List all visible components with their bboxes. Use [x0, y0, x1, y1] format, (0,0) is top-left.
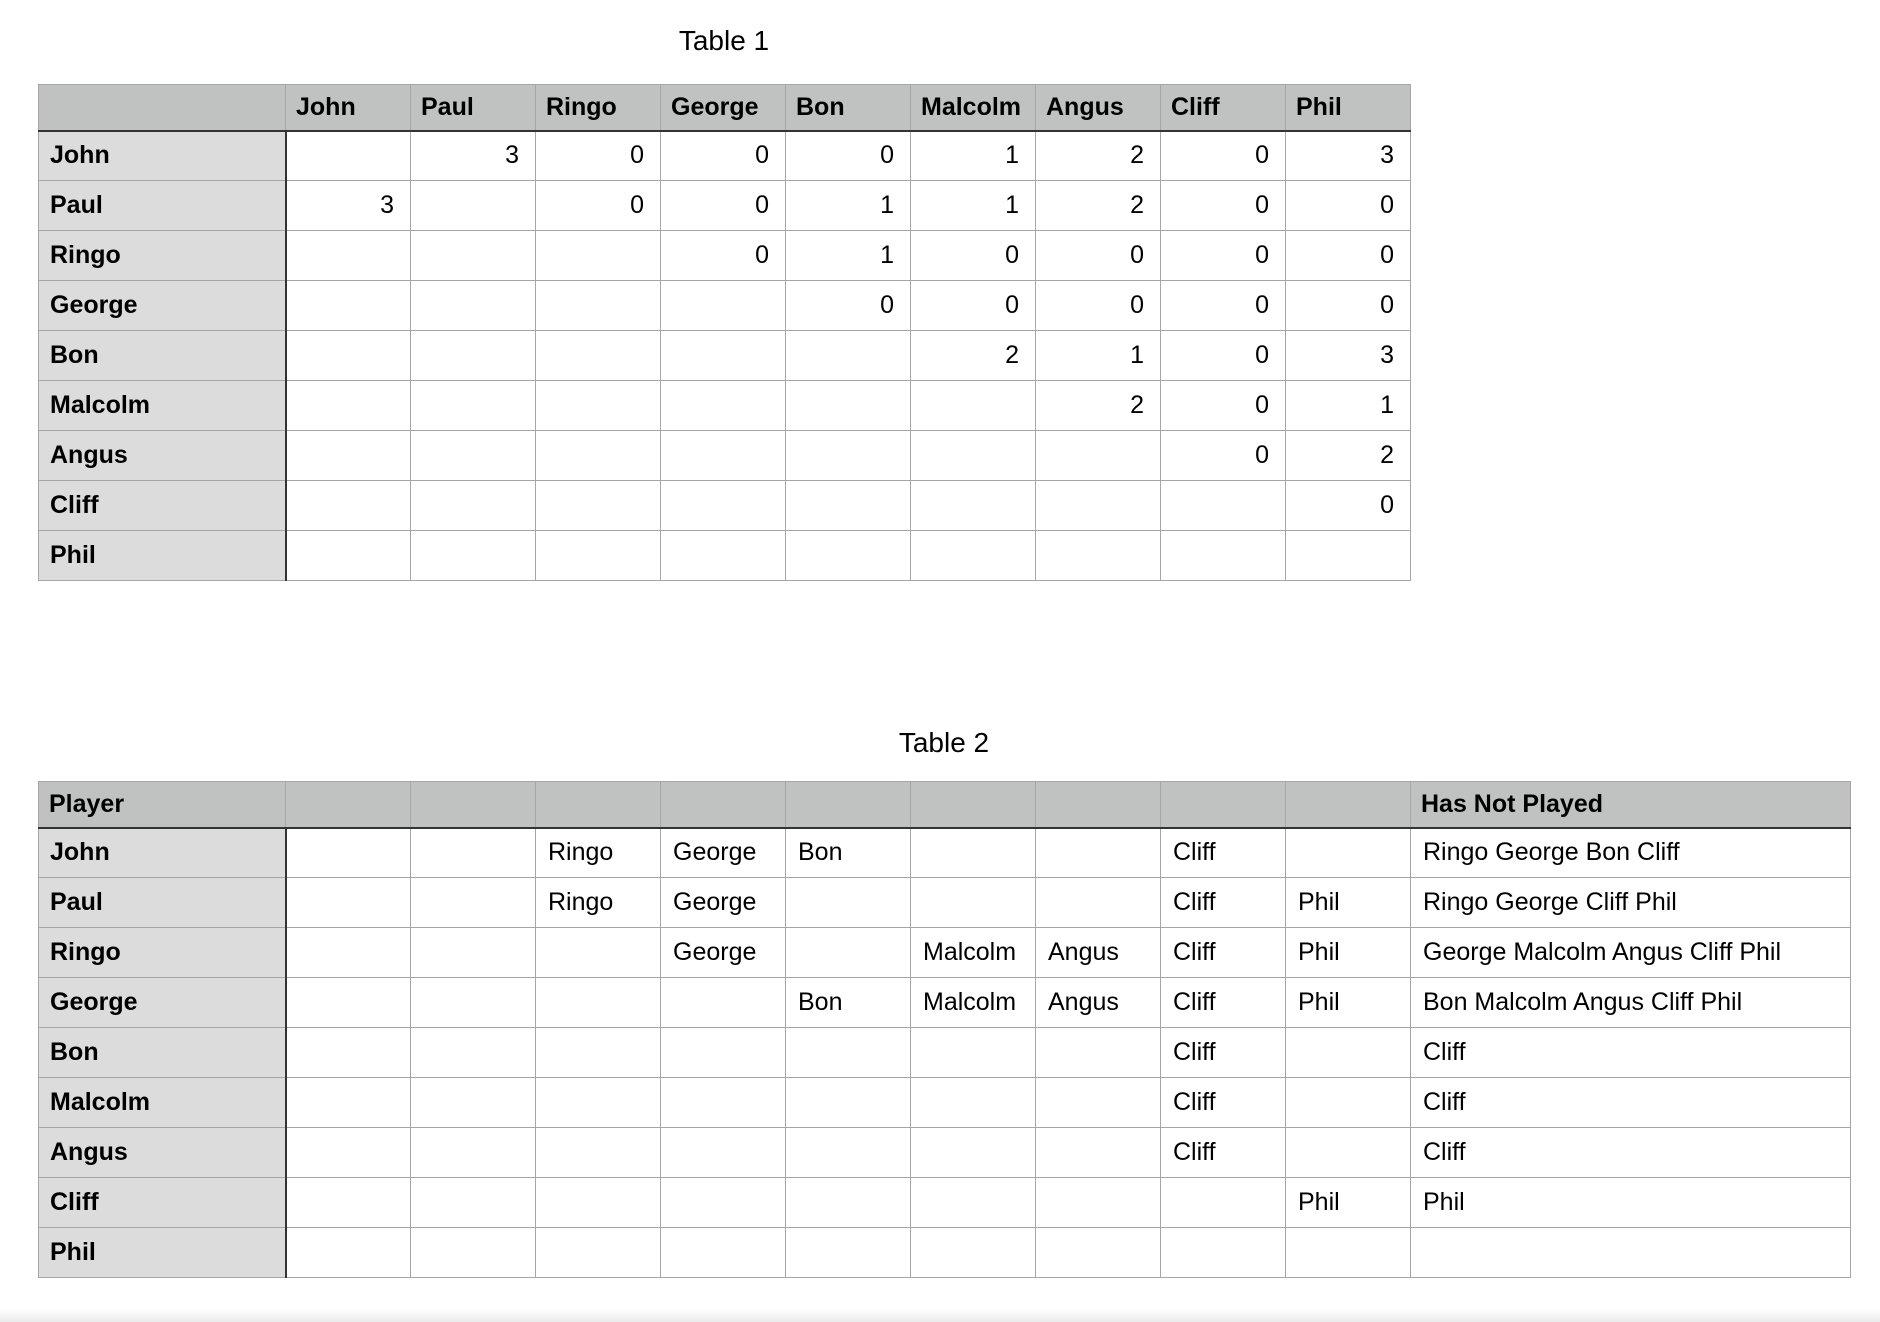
t1-cell-george-paul[interactable] — [411, 281, 536, 331]
t2-cell-cliff-col1[interactable] — [286, 1178, 411, 1228]
t2-row-header-paul[interactable]: Paul — [39, 878, 286, 928]
t1-cell-malcolm-cliff[interactable]: 0 — [1161, 381, 1286, 431]
t2-cell-ringo-col5[interactable] — [786, 928, 911, 978]
t1-cell-paul-angus[interactable]: 2 — [1036, 181, 1161, 231]
table-2 — [38, 781, 1851, 1278]
table-row — [39, 481, 1411, 531]
t2-unnamed-header-6[interactable] — [911, 782, 1036, 828]
t2-unnamed-header-4[interactable] — [661, 782, 786, 828]
t2-cell-paul-col5[interactable] — [786, 878, 911, 928]
t1-cell-ringo-malcolm[interactable]: 0 — [911, 231, 1036, 281]
t2-cell-phil-col4[interactable] — [661, 1228, 786, 1278]
t1-cell-john-malcolm[interactable]: 1 — [911, 131, 1036, 181]
t1-cell-angus-angus[interactable] — [1036, 431, 1161, 481]
t2-cell-bon-col9[interactable] — [1286, 1028, 1411, 1078]
t1-cell-ringo-cliff[interactable]: 0 — [1161, 231, 1286, 281]
t1-cell-cliff-malcolm[interactable] — [911, 481, 1036, 531]
t2-cell-malcolm-col6[interactable] — [911, 1078, 1036, 1128]
t2-has-not-played-phil[interactable] — [1411, 1228, 1851, 1278]
t2-cell-malcolm-col1[interactable] — [286, 1078, 411, 1128]
t2-has-not-played-john[interactable]: Ringo George Bon Cliff — [1411, 828, 1851, 878]
table-row — [39, 928, 1851, 978]
table1-header-row — [39, 85, 1411, 131]
t1-cell-phil-cliff[interactable] — [1161, 531, 1286, 581]
t1-row-header-angus[interactable]: Angus — [39, 431, 286, 481]
t1-cell-angus-george[interactable] — [661, 431, 786, 481]
t2-cell-phil-col2[interactable] — [411, 1228, 536, 1278]
t1-col-header-cliff[interactable]: Cliff — [1161, 85, 1286, 131]
t2-cell-cliff-col7[interactable] — [1036, 1178, 1161, 1228]
t2-cell-bon-col7[interactable] — [1036, 1028, 1161, 1078]
t1-cell-angus-ringo[interactable] — [536, 431, 661, 481]
t2-cell-george-col1[interactable] — [286, 978, 411, 1028]
t1-col-header-paul[interactable]: Paul — [411, 85, 536, 131]
t2-cell-john-col7[interactable] — [1036, 828, 1161, 878]
t1-cell-cliff-ringo[interactable] — [536, 481, 661, 531]
table2-title: Table 2 — [898, 727, 990, 758]
t1-cell-angus-malcolm[interactable] — [911, 431, 1036, 481]
t2-unnamed-header-5[interactable] — [786, 782, 911, 828]
t1-cell-john-ringo[interactable]: 0 — [536, 131, 661, 181]
t1-cell-malcolm-malcolm[interactable] — [911, 381, 1036, 431]
t1-row-header-bon[interactable]: Bon — [39, 331, 286, 381]
t1-cell-ringo-george[interactable]: 0 — [661, 231, 786, 281]
t1-cell-cliff-cliff[interactable] — [1161, 481, 1286, 531]
t2-has-not-played-paul[interactable]: Ringo George Cliff Phil — [1411, 878, 1851, 928]
t1-cell-john-bon[interactable]: 0 — [786, 131, 911, 181]
t1-cell-malcolm-phil[interactable]: 1 — [1286, 381, 1411, 431]
t2-cell-cliff-col4[interactable] — [661, 1178, 786, 1228]
t2-has-not-played-cliff[interactable]: Phil — [1411, 1178, 1851, 1228]
t1-cell-ringo-angus[interactable]: 0 — [1036, 231, 1161, 281]
table2-header-row — [39, 782, 1851, 828]
t2-cell-george-col8[interactable]: Cliff — [1161, 978, 1286, 1028]
t2-cell-ringo-col9[interactable]: Phil — [1286, 928, 1411, 978]
t2-player-header[interactable]: Player — [39, 782, 286, 828]
t1-row-header-ringo[interactable]: Ringo — [39, 231, 286, 281]
t2-cell-malcolm-col4[interactable] — [661, 1078, 786, 1128]
t2-cell-phil-col3[interactable] — [536, 1228, 661, 1278]
t2-cell-george-col5[interactable]: Bon — [786, 978, 911, 1028]
t2-cell-bon-col5[interactable] — [786, 1028, 911, 1078]
t2-row-header-phil[interactable]: Phil — [39, 1228, 286, 1278]
t1-cell-ringo-john[interactable] — [286, 231, 411, 281]
t2-cell-john-col8[interactable]: Cliff — [1161, 828, 1286, 878]
t1-col-header-angus[interactable]: Angus — [1036, 85, 1161, 131]
table1-corner-cell[interactable] — [39, 85, 286, 131]
t1-row-header-phil[interactable]: Phil — [39, 531, 286, 581]
t2-has-not-played-ringo[interactable]: George Malcolm Angus Cliff Phil — [1411, 928, 1851, 978]
t1-cell-phil-paul[interactable] — [411, 531, 536, 581]
t1-cell-cliff-phil[interactable]: 0 — [1286, 481, 1411, 531]
table-row — [39, 381, 1411, 431]
table-row — [39, 1178, 1851, 1228]
t2-row-header-malcolm[interactable]: Malcolm — [39, 1078, 286, 1128]
table-row — [39, 131, 1411, 181]
window-bottom-edge — [0, 1308, 1880, 1322]
t2-has-not-played-header[interactable]: Has Not Played — [1411, 782, 1851, 828]
t2-cell-george-col4[interactable] — [661, 978, 786, 1028]
t2-cell-angus-col6[interactable] — [911, 1128, 1036, 1178]
t2-unnamed-header-1[interactable] — [286, 782, 411, 828]
table-row — [39, 531, 1411, 581]
t1-row-header-john[interactable]: John — [39, 131, 286, 181]
t1-cell-bon-george[interactable] — [661, 331, 786, 381]
t2-cell-ringo-col7[interactable]: Angus — [1036, 928, 1161, 978]
t1-row-header-paul[interactable]: Paul — [39, 181, 286, 231]
t2-cell-angus-col5[interactable] — [786, 1128, 911, 1178]
t1-col-header-ringo[interactable]: Ringo — [536, 85, 661, 131]
t1-cell-george-cliff[interactable]: 0 — [1161, 281, 1286, 331]
t1-cell-paul-phil[interactable]: 0 — [1286, 181, 1411, 231]
t1-cell-cliff-george[interactable] — [661, 481, 786, 531]
t1-cell-malcolm-paul[interactable] — [411, 381, 536, 431]
t2-cell-ringo-col1[interactable] — [286, 928, 411, 978]
t2-cell-malcolm-col5[interactable] — [786, 1078, 911, 1128]
t1-cell-phil-phil[interactable] — [1286, 531, 1411, 581]
table-row — [39, 878, 1851, 928]
t1-cell-ringo-ringo[interactable] — [536, 231, 661, 281]
t2-has-not-played-bon[interactable]: Cliff — [1411, 1028, 1851, 1078]
t2-cell-john-col9[interactable] — [1286, 828, 1411, 878]
t1-cell-paul-malcolm[interactable]: 1 — [911, 181, 1036, 231]
t1-cell-bon-angus[interactable]: 1 — [1036, 331, 1161, 381]
t1-cell-malcolm-george[interactable] — [661, 381, 786, 431]
table-row — [39, 431, 1411, 481]
t1-cell-paul-cliff[interactable]: 0 — [1161, 181, 1286, 231]
table-row — [39, 181, 1411, 231]
t2-cell-bon-col6[interactable] — [911, 1028, 1036, 1078]
t1-cell-phil-malcolm[interactable] — [911, 531, 1036, 581]
t1-cell-bon-john[interactable] — [286, 331, 411, 381]
t2-cell-malcolm-col2[interactable] — [411, 1078, 536, 1128]
t2-has-not-played-george[interactable]: Bon Malcolm Angus Cliff Phil — [1411, 978, 1851, 1028]
t1-cell-angus-paul[interactable] — [411, 431, 536, 481]
t2-unnamed-header-8[interactable] — [1161, 782, 1286, 828]
t1-cell-ringo-phil[interactable]: 0 — [1286, 231, 1411, 281]
t2-unnamed-header-9[interactable] — [1286, 782, 1411, 828]
t2-cell-paul-col8[interactable]: Cliff — [1161, 878, 1286, 928]
t2-cell-malcolm-col9[interactable] — [1286, 1078, 1411, 1128]
t2-row-header-cliff[interactable]: Cliff — [39, 1178, 286, 1228]
t1-cell-phil-angus[interactable] — [1036, 531, 1161, 581]
t1-cell-george-george[interactable] — [661, 281, 786, 331]
t1-cell-angus-phil[interactable]: 2 — [1286, 431, 1411, 481]
t2-cell-angus-col7[interactable] — [1036, 1128, 1161, 1178]
t1-cell-bon-cliff[interactable]: 0 — [1161, 331, 1286, 381]
t1-cell-malcolm-angus[interactable]: 2 — [1036, 381, 1161, 431]
t1-cell-john-paul[interactable]: 3 — [411, 131, 536, 181]
t2-cell-bon-col4[interactable] — [661, 1028, 786, 1078]
t1-cell-john-george[interactable]: 0 — [661, 131, 786, 181]
table-row — [39, 331, 1411, 381]
t2-cell-paul-col4[interactable]: George — [661, 878, 786, 928]
t2-cell-paul-col7[interactable] — [1036, 878, 1161, 928]
t2-has-not-played-malcolm[interactable]: Cliff — [1411, 1078, 1851, 1128]
t1-cell-cliff-bon[interactable] — [786, 481, 911, 531]
t2-cell-angus-col3[interactable] — [536, 1128, 661, 1178]
t1-cell-john-angus[interactable]: 2 — [1036, 131, 1161, 181]
t2-cell-cliff-col3[interactable] — [536, 1178, 661, 1228]
t2-unnamed-header-3[interactable] — [536, 782, 661, 828]
t2-cell-ringo-col2[interactable] — [411, 928, 536, 978]
t1-cell-ringo-bon[interactable]: 1 — [786, 231, 911, 281]
t2-cell-cliff-col2[interactable] — [411, 1178, 536, 1228]
t1-col-header-george[interactable]: George — [661, 85, 786, 131]
t1-cell-ringo-paul[interactable] — [411, 231, 536, 281]
t2-cell-bon-col8[interactable]: Cliff — [1161, 1028, 1286, 1078]
t1-cell-cliff-john[interactable] — [286, 481, 411, 531]
t1-cell-john-john[interactable] — [286, 131, 411, 181]
t2-cell-ringo-col3[interactable] — [536, 928, 661, 978]
table-row — [39, 231, 1411, 281]
t2-cell-bon-col2[interactable] — [411, 1028, 536, 1078]
t1-cell-george-phil[interactable]: 0 — [1286, 281, 1411, 331]
t2-row-header-bon[interactable]: Bon — [39, 1028, 286, 1078]
table1-title: Table 1 — [678, 25, 770, 56]
t1-cell-george-angus[interactable]: 0 — [1036, 281, 1161, 331]
t1-cell-bon-malcolm[interactable]: 2 — [911, 331, 1036, 381]
t2-cell-cliff-col6[interactable] — [911, 1178, 1036, 1228]
t1-cell-paul-bon[interactable]: 1 — [786, 181, 911, 231]
t1-cell-george-bon[interactable]: 0 — [786, 281, 911, 331]
t2-cell-phil-col7[interactable] — [1036, 1228, 1161, 1278]
t2-row-header-angus[interactable]: Angus — [39, 1128, 286, 1178]
t1-cell-paul-george[interactable]: 0 — [661, 181, 786, 231]
t1-cell-cliff-paul[interactable] — [411, 481, 536, 531]
t1-cell-malcolm-john[interactable] — [286, 381, 411, 431]
t2-cell-john-col6[interactable] — [911, 828, 1036, 878]
t1-cell-george-malcolm[interactable]: 0 — [911, 281, 1036, 331]
t1-col-header-phil[interactable]: Phil — [1286, 85, 1411, 131]
t2-cell-paul-col9[interactable]: Phil — [1286, 878, 1411, 928]
t2-cell-john-col4[interactable]: George — [661, 828, 786, 878]
t1-cell-bon-phil[interactable]: 3 — [1286, 331, 1411, 381]
t2-cell-cliff-col5[interactable] — [786, 1178, 911, 1228]
t2-cell-malcolm-col3[interactable] — [536, 1078, 661, 1128]
t1-cell-malcolm-bon[interactable] — [786, 381, 911, 431]
table-row — [39, 1078, 1851, 1128]
table-row — [39, 281, 1411, 331]
t2-cell-cliff-col8[interactable] — [1161, 1178, 1286, 1228]
t2-cell-angus-col4[interactable] — [661, 1128, 786, 1178]
t2-cell-bon-col3[interactable] — [536, 1028, 661, 1078]
t2-unnamed-header-7[interactable] — [1036, 782, 1161, 828]
t2-cell-john-col2[interactable] — [411, 828, 536, 878]
t2-row-header-john[interactable]: John — [39, 828, 286, 878]
t1-cell-malcolm-ringo[interactable] — [536, 381, 661, 431]
table-1 — [38, 84, 1411, 581]
table-row — [39, 978, 1851, 1028]
t2-row-header-george[interactable]: George — [39, 978, 286, 1028]
t2-cell-paul-col1[interactable] — [286, 878, 411, 928]
t1-cell-bon-bon[interactable] — [786, 331, 911, 381]
t2-has-not-played-angus[interactable]: Cliff — [1411, 1128, 1851, 1178]
t2-cell-john-col3[interactable]: Ringo — [536, 828, 661, 878]
t2-cell-malcolm-col7[interactable] — [1036, 1078, 1161, 1128]
t1-cell-angus-cliff[interactable]: 0 — [1161, 431, 1286, 481]
t2-cell-phil-col1[interactable] — [286, 1228, 411, 1278]
t2-row-header-ringo[interactable]: Ringo — [39, 928, 286, 978]
t1-cell-angus-john[interactable] — [286, 431, 411, 481]
t1-cell-bon-ringo[interactable] — [536, 331, 661, 381]
t2-cell-angus-col9[interactable] — [1286, 1128, 1411, 1178]
t2-cell-ringo-col8[interactable]: Cliff — [1161, 928, 1286, 978]
t2-cell-ringo-col4[interactable]: George — [661, 928, 786, 978]
table-row — [39, 1128, 1851, 1178]
t1-cell-paul-paul[interactable] — [411, 181, 536, 231]
t1-cell-phil-john[interactable] — [286, 531, 411, 581]
t1-cell-john-phil[interactable]: 3 — [1286, 131, 1411, 181]
t2-cell-george-col2[interactable] — [411, 978, 536, 1028]
t2-cell-ringo-col6[interactable]: Malcolm — [911, 928, 1036, 978]
t1-cell-phil-george[interactable] — [661, 531, 786, 581]
t1-row-header-george[interactable]: George — [39, 281, 286, 331]
t1-col-header-malcolm[interactable]: Malcolm — [911, 85, 1036, 131]
t1-cell-phil-bon[interactable] — [786, 531, 911, 581]
t1-cell-george-ringo[interactable] — [536, 281, 661, 331]
t2-cell-phil-col6[interactable] — [911, 1228, 1036, 1278]
table-row — [39, 828, 1851, 878]
t2-cell-george-col6[interactable]: Malcolm — [911, 978, 1036, 1028]
t1-cell-bon-paul[interactable] — [411, 331, 536, 381]
t1-cell-angus-bon[interactable] — [786, 431, 911, 481]
t2-cell-angus-col2[interactable] — [411, 1128, 536, 1178]
table-row — [39, 1228, 1851, 1278]
t1-row-header-malcolm[interactable]: Malcolm — [39, 381, 286, 431]
t1-cell-paul-ringo[interactable]: 0 — [536, 181, 661, 231]
t2-cell-paul-col3[interactable]: Ringo — [536, 878, 661, 928]
t2-cell-angus-col1[interactable] — [286, 1128, 411, 1178]
t1-cell-phil-ringo[interactable] — [536, 531, 661, 581]
t2-cell-paul-col6[interactable] — [911, 878, 1036, 928]
t2-cell-bon-col1[interactable] — [286, 1028, 411, 1078]
t1-cell-george-john[interactable] — [286, 281, 411, 331]
table-row — [39, 1028, 1851, 1078]
t2-cell-paul-col2[interactable] — [411, 878, 536, 928]
t2-cell-malcolm-col8[interactable]: Cliff — [1161, 1078, 1286, 1128]
t2-cell-george-col9[interactable]: Phil — [1286, 978, 1411, 1028]
t1-col-header-bon[interactable]: Bon — [786, 85, 911, 131]
t2-cell-george-col7[interactable]: Angus — [1036, 978, 1161, 1028]
t2-cell-john-col5[interactable]: Bon — [786, 828, 911, 878]
t2-cell-cliff-col9[interactable]: Phil — [1286, 1178, 1411, 1228]
t2-cell-john-col1[interactable] — [286, 828, 411, 878]
t2-cell-angus-col8[interactable]: Cliff — [1161, 1128, 1286, 1178]
t2-cell-phil-col9[interactable] — [1286, 1228, 1411, 1278]
t1-row-header-cliff[interactable]: Cliff — [39, 481, 286, 531]
t2-cell-phil-col8[interactable] — [1161, 1228, 1286, 1278]
t2-unnamed-header-2[interactable] — [411, 782, 536, 828]
t1-cell-cliff-angus[interactable] — [1036, 481, 1161, 531]
t1-cell-paul-john[interactable]: 3 — [286, 181, 411, 231]
t1-col-header-john[interactable]: John — [286, 85, 411, 131]
t2-cell-phil-col5[interactable] — [786, 1228, 911, 1278]
t1-cell-john-cliff[interactable]: 0 — [1161, 131, 1286, 181]
t2-cell-george-col3[interactable] — [536, 978, 661, 1028]
